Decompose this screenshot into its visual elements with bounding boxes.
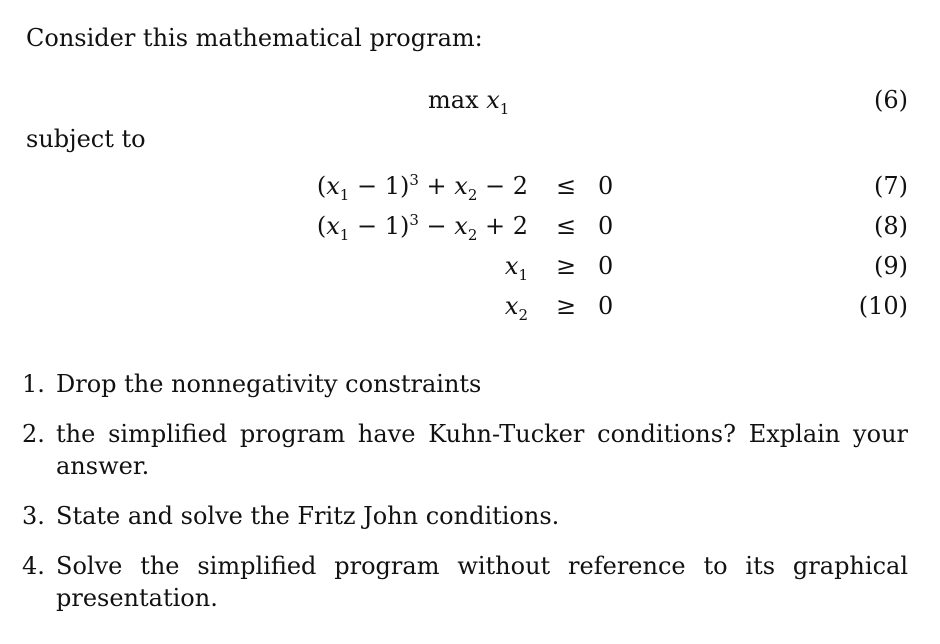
max-operator: max xyxy=(428,86,479,114)
constraint-relation: ≤ xyxy=(555,172,577,200)
question-list xyxy=(22,368,908,632)
list-item-text: Drop the nonnegativity constraints xyxy=(56,370,482,398)
list-marker: 1. xyxy=(22,370,45,398)
constraint-rhs: 0 xyxy=(598,292,614,320)
equation-number: (10) xyxy=(858,292,908,320)
list-marker: 3. xyxy=(22,502,45,530)
constraint-row xyxy=(0,292,940,326)
constraint-rhs: 0 xyxy=(598,172,614,200)
constraint-lhs: $(x_1 - 1)^3 - x_2 + 2$ xyxy=(316,211,528,244)
equation-number: (8) xyxy=(874,212,908,240)
objective-subscript: 1 xyxy=(499,99,510,118)
constraint-rhs: 0 xyxy=(598,212,614,240)
constraint-rhs: 0 xyxy=(598,252,614,280)
list-item xyxy=(22,500,908,532)
constraint-lhs: $(x_1 - 1)^3 + x_2 - 2$ xyxy=(316,171,528,204)
objective-equation xyxy=(0,86,940,120)
intro-text: Consider this mathematical program: xyxy=(26,24,483,52)
equation-number: (9) xyxy=(874,252,908,280)
list-item xyxy=(22,550,908,614)
objective-expression xyxy=(428,86,510,118)
list-item xyxy=(22,368,908,400)
objective-variable: x xyxy=(486,86,500,114)
constraint-relation: ≥ xyxy=(555,252,577,280)
constraint-relation: ≥ xyxy=(555,292,577,320)
constraint-row xyxy=(0,172,940,206)
equation-number: (6) xyxy=(874,86,908,114)
subject-to-label: subject to xyxy=(26,125,146,153)
list-item-text: Solve the simplified program without reference to its graphical presentation. xyxy=(56,552,908,612)
list-marker: 4. xyxy=(22,552,45,580)
equation-number: (7) xyxy=(874,172,908,200)
constraint-row xyxy=(0,212,940,246)
list-item xyxy=(22,418,908,482)
constraint-row xyxy=(0,252,940,286)
list-marker: 2. xyxy=(22,420,45,448)
constraint-relation: ≤ xyxy=(555,212,577,240)
constraint-lhs: $x_2$ xyxy=(504,292,528,324)
list-item-text: State and solve the Fritz John conditions. xyxy=(56,502,560,530)
constraint-lhs: $x_1$ xyxy=(504,252,528,284)
list-item-text: the simplified program have Kuhn-Tucker conditions? Explain your answer. xyxy=(56,420,908,480)
